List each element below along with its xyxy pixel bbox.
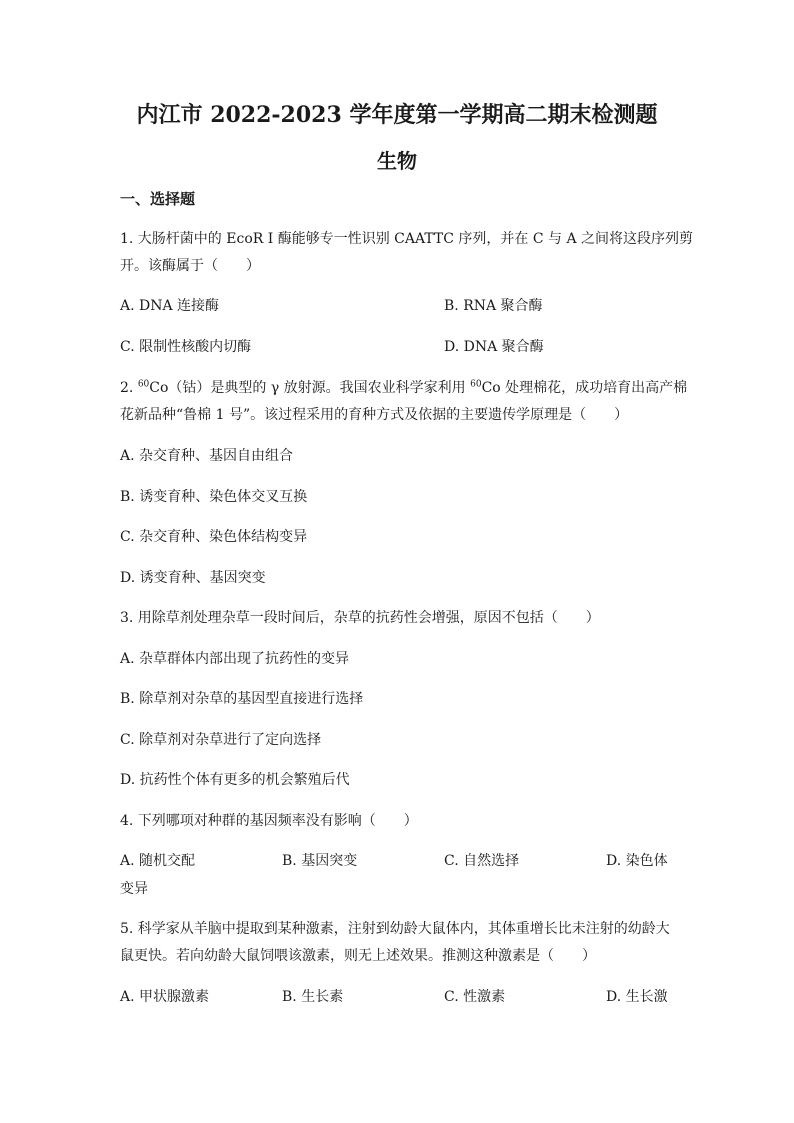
question-2-line-2: 花新品种“鲁棉 1 号”。该过程采用的育种方式及依据的主要遗传学原理是（ ） [120, 407, 629, 423]
question-4-line-1: 4. 下列哪项对种群的基因频率没有影响（ ） [120, 813, 418, 829]
question-3-option-b: B. 除草剂对杂草的基因型直接进行选择 [120, 691, 364, 707]
question-1-option-a: A. DNA 连接酶 [120, 298, 220, 314]
question-4-option-d: D. 染色体 [606, 853, 668, 869]
question-1-option-c: C. 限制性核酸内切酶 [120, 339, 252, 355]
question-3-option-c: C. 除草剂对杂草进行了定向选择 [120, 732, 322, 748]
document-subtitle: 生物 [377, 149, 417, 173]
question-2-option-a: A. 杂交育种、基因自由组合 [120, 448, 294, 464]
isotope-superscript: 60 [137, 379, 150, 390]
question-5-line-1: 5. 科学家从羊脑中提取到某种激素，注射到幼龄大鼠体内，其体重增长比未注射的幼龄大 [120, 921, 670, 937]
question-3-option-a: A. 杂草群体内部出现了抗药性的变异 [120, 651, 350, 667]
question-3-line-1: 3. 用除草剂处理杂草一段时间后，杂草的抗药性会增强，原因不包括（ ） [120, 610, 600, 626]
question-5-option-c: C. 性激素 [444, 989, 506, 1005]
question-5-option-a: A. 甲状腺激素 [120, 989, 210, 1005]
question-4-option-a: A. 随机交配 [120, 853, 196, 869]
question-2-option-c: C. 杂交育种、染色体结构变异 [120, 529, 308, 545]
question-5-option-b: B. 生长素 [282, 989, 344, 1005]
question-3-option-d: D. 抗药性个体有更多的机会繁殖后代 [120, 772, 350, 788]
question-1-line-1: 1. 大肠杆菌中的 EcoR I 酶能够专一性识别 CAATTC 序列，并在 C 与 A 之间将这段序列剪 [120, 231, 694, 247]
question-2-text-part-2: Co 处理棉花，成功培育出高产棉 [481, 380, 688, 396]
question-4-option-d-continuation: 变异 [120, 881, 148, 897]
question-5-line-2: 鼠更快。若向幼龄大鼠饲喂该激素，则无上述效果。推测这种激素是（ ） [120, 948, 596, 964]
question-2-line-1 [120, 377, 687, 397]
question-1-option-b: B. RNA 聚合酶 [444, 298, 543, 314]
question-2-option-d: D. 诱变育种、基因突变 [120, 570, 266, 586]
question-1-option-d: D. DNA 聚合酶 [444, 339, 544, 355]
question-4-option-c: C. 自然选择 [444, 853, 520, 869]
question-2-text-part-1: Co（钴）是典型的 γ 放射源。我国农业科学家利用 [149, 380, 471, 396]
section-heading: 一、选择题 [120, 190, 196, 208]
question-5-option-d: D. 生长激 [606, 989, 668, 1005]
question-4-option-b: B. 基因突变 [282, 853, 358, 869]
question-2-number: 2. [120, 380, 138, 396]
question-2-option-b: B. 诱变育种、染色体交叉互换 [120, 489, 308, 505]
isotope-superscript: 60 [470, 379, 482, 390]
document-title: 内江市 2022-2023 学年度第一学期高二期末检测题 [136, 102, 658, 128]
question-1-line-2: 开。该酶属于（ ） [120, 258, 260, 274]
